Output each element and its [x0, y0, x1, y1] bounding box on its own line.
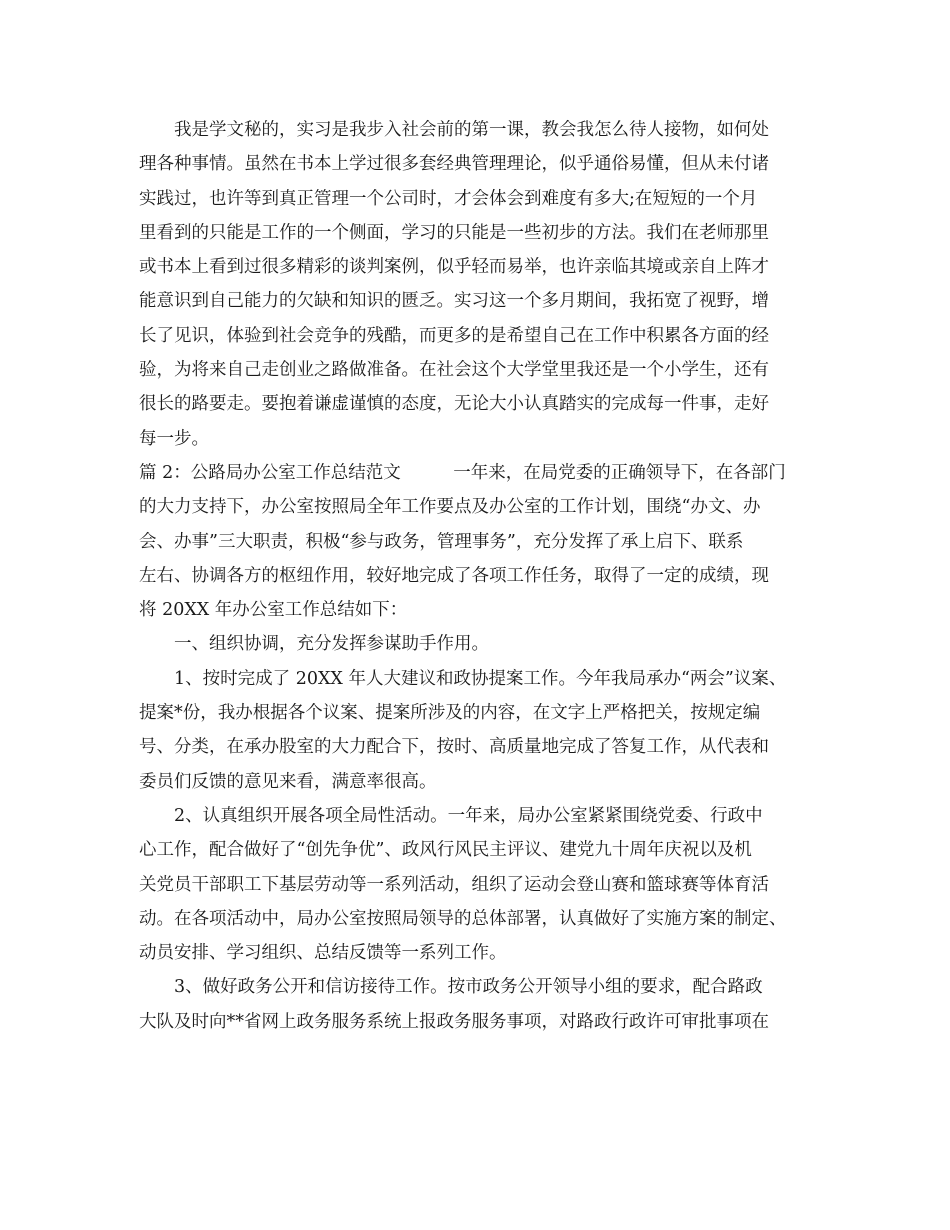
text-line: 将 20XX 年办公室工作总结如下： [139, 600, 408, 621]
text-line: 或书本上看到过很多精彩的谈判案例，似乎轻而易举，也许亲临其境或亲自上阵才 [139, 257, 769, 278]
text-line: 2、认真组织开展各项全局性活动。一年来，局办公室紧紧围绕党委、行政中 [139, 805, 763, 826]
text-line: 3、做好政务公开和信访接待工作。按市政务公开领导小组的要求，配合路政 [139, 977, 763, 998]
text-line: 每一步。 [139, 428, 209, 449]
text-line: 左右、协调各方的枢纽作用，较好地完成了各项工作任务，取得了一定的成绩，现 [139, 565, 769, 586]
text-line: 心工作，配合做好了“创先争优”、政风行风民主评议、建党九十周年庆祝以及机 [139, 840, 752, 861]
text-line: 的大力支持下，办公室按照局全年工作要点及办公室的工作计划，围绕“办文、办 [139, 497, 761, 518]
text-line: 理各种事情。虽然在书本上学过很多套经典管理理论，似乎通俗易懂，但从未付诸 [139, 154, 769, 175]
text-line: 动员安排、学习组织、总结反馈等一系列工作。 [139, 943, 507, 964]
text-line: 能意识到自己能力的欠缺和知识的匮乏。实习这一个多月期间，我拓宽了视野，增 [139, 291, 769, 312]
text-line: 里看到的只能是工作的一个侧面，学习的只能是一些初步的方法。我们在老师那里 [139, 222, 769, 243]
subheading-line: 一、组织协调，充分发挥参谋助手作用。 [139, 634, 489, 655]
text-line: 大队及时向**省网上政务服务系统上报政务服务事项，对路政行政许可审批事项在 [139, 1011, 769, 1032]
text-line: 关党员干部职工下基层劳动等一系列活动，组织了运动会登山赛和篮球赛等体育活 [139, 874, 769, 895]
text-line: 验，为将来自己走创业之路做准备。在社会这个大学堂里我还是一个小学生，还有 [139, 360, 769, 381]
document-body [139, 113, 829, 1039]
text-line: 动。在各项活动中，局办公室按照局领导的总体部署，认真做好了实施方案的制定、 [139, 908, 787, 929]
text-line: 会、办事”三大职责，积极“参与政务，管理事务”，充分发挥了承上启下、联系 [139, 531, 744, 552]
text-line: 1、按时完成了 20XX 年人大建议和政协提案工作。今年我局承办“两会”议案、 [139, 668, 787, 689]
text-line: 我是学文秘的，实习是我步入社会前的第一课，教会我怎么待人接物，如何处 [139, 120, 769, 140]
section-heading-line: 篇 2：公路局办公室工作总结范文 一年来，在局党委的正确领导下，在各部门 [139, 462, 786, 483]
text-line: 很长的路要走。要抱着谦虚谨慎的态度，无论大小认真踏实的完成每一件事，走好 [139, 394, 769, 415]
text-line: 号、分类，在承办股室的大力配合下，按时、高质量地完成了答复工作，从代表和 [139, 737, 769, 758]
text-line: 长了见识，体验到社会竞争的残酷，而更多的是希望自己在工作中积累各方面的经 [139, 325, 769, 346]
text-line: 委员们反馈的意见来看，满意率很高。 [139, 771, 437, 792]
text-line: 实践过，也许等到真正管理一个公司时，才会体会到难度有多大;在短短的一个月 [139, 188, 758, 209]
text-line: 提案*份，我办根据各个议案、提案所涉及的内容，在文字上严格把关，按规定编 [139, 703, 761, 724]
